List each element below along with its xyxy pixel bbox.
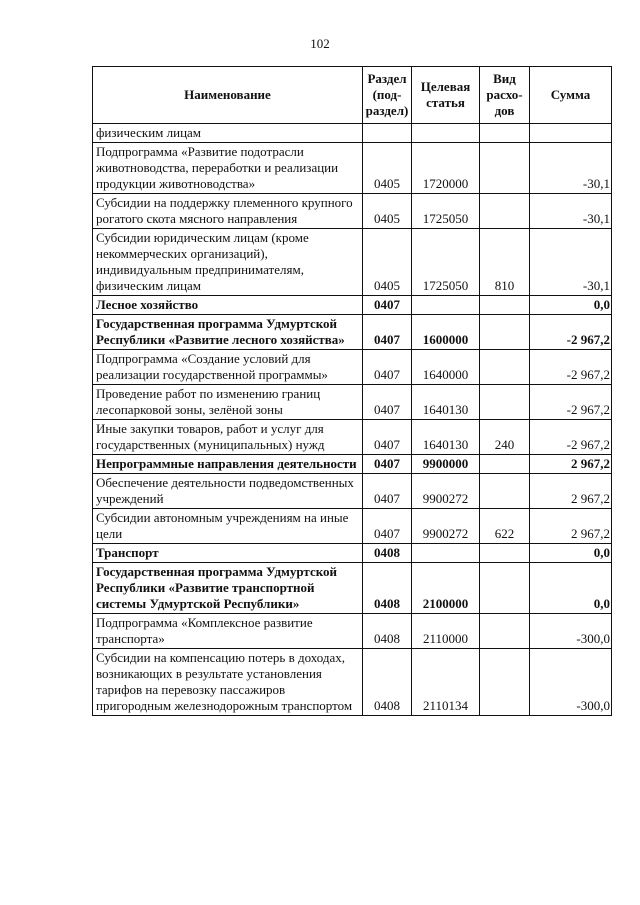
row-section: 0407	[363, 315, 412, 350]
row-section: 0407	[363, 350, 412, 385]
row-target: 1725050	[412, 229, 480, 296]
row-kind	[480, 544, 530, 563]
row-target: 1640130	[412, 420, 480, 455]
table-row	[93, 509, 612, 544]
row-name: физическим лицам	[93, 124, 363, 143]
row-name: Транспорт	[93, 544, 363, 563]
row-target	[412, 296, 480, 315]
budget-table-body	[93, 124, 612, 716]
row-name: Непрограммные направления деятельности	[93, 455, 363, 474]
row-target: 2100000	[412, 563, 480, 614]
header-target: Целевая статья	[412, 67, 480, 124]
header-name: Наименование	[93, 67, 363, 124]
table-row	[93, 455, 612, 474]
table-row	[93, 296, 612, 315]
row-sum: -2 967,2	[530, 350, 612, 385]
table-row	[93, 350, 612, 385]
table-row	[93, 614, 612, 649]
row-sum: 2 967,2	[530, 455, 612, 474]
row-sum	[530, 124, 612, 143]
row-section: 0408	[363, 563, 412, 614]
row-name: Субсидии на поддержку племенного крупного рогатого скота мясного направления	[93, 194, 363, 229]
row-section	[363, 124, 412, 143]
row-kind	[480, 649, 530, 716]
row-target: 1600000	[412, 315, 480, 350]
row-name: Подпрограмма «Развитие подотрасли животноводства, переработки и реализации продукции животноводства»	[93, 143, 363, 194]
row-kind: 240	[480, 420, 530, 455]
row-name: Проведение работ по изменению границ лесопарковой зоны, зелёной зоны	[93, 385, 363, 420]
row-name: Субсидии на компенсацию потерь в доходах, возникающих в результате установления тарифов на перевозку пассажиров пригородным железнодорожным транспортом	[93, 649, 363, 716]
row-kind	[480, 350, 530, 385]
page-number: 102	[310, 36, 330, 51]
row-name: Государственная программа Удмуртской Республики «Развитие лесного хозяйства»	[93, 315, 363, 350]
row-sum: 0,0	[530, 544, 612, 563]
row-name: Государственная программа Удмуртской Республики «Развитие транспортной системы Удмуртской Республики»	[93, 563, 363, 614]
table-row	[93, 194, 612, 229]
row-kind	[480, 124, 530, 143]
row-kind	[480, 455, 530, 474]
row-sum: -300,0	[530, 649, 612, 716]
row-target: 9900272	[412, 474, 480, 509]
row-kind	[480, 315, 530, 350]
row-kind	[480, 614, 530, 649]
table-row	[93, 143, 612, 194]
row-target: 2110134	[412, 649, 480, 716]
row-name: Подпрограмма «Комплексное развитие транспорта»	[93, 614, 363, 649]
row-sum: -30,1	[530, 143, 612, 194]
header-sum: Сумма	[530, 67, 612, 124]
row-section: 0407	[363, 455, 412, 474]
row-target: 9900000	[412, 455, 480, 474]
row-sum: -30,1	[530, 229, 612, 296]
table-row	[93, 385, 612, 420]
table-row	[93, 474, 612, 509]
row-sum: -30,1	[530, 194, 612, 229]
row-target: 1640000	[412, 350, 480, 385]
table-row	[93, 229, 612, 296]
row-kind	[480, 194, 530, 229]
row-section: 0407	[363, 385, 412, 420]
table-row	[93, 649, 612, 716]
row-sum: 2 967,2	[530, 509, 612, 544]
budget-table	[92, 66, 612, 716]
row-sum: -2 967,2	[530, 385, 612, 420]
row-section: 0405	[363, 143, 412, 194]
row-target: 1720000	[412, 143, 480, 194]
row-kind	[480, 474, 530, 509]
row-name: Иные закупки товаров, работ и услуг для государственных (муниципальных) нужд	[93, 420, 363, 455]
row-sum: -2 967,2	[530, 315, 612, 350]
table-row	[93, 124, 612, 143]
row-name: Подпрограмма «Создание условий для реализации государственной программы»	[93, 350, 363, 385]
row-section: 0405	[363, 194, 412, 229]
row-target	[412, 124, 480, 143]
row-target: 9900272	[412, 509, 480, 544]
row-section: 0407	[363, 420, 412, 455]
table-header-row	[93, 67, 612, 124]
row-sum: 0,0	[530, 296, 612, 315]
row-sum: 2 967,2	[530, 474, 612, 509]
row-section: 0407	[363, 296, 412, 315]
table-row	[93, 544, 612, 563]
row-section: 0408	[363, 614, 412, 649]
row-target: 2110000	[412, 614, 480, 649]
row-name: Обеспечение деятельности подведомственных учреждений	[93, 474, 363, 509]
row-section: 0407	[363, 509, 412, 544]
row-kind: 622	[480, 509, 530, 544]
table-row	[93, 420, 612, 455]
table-row	[93, 315, 612, 350]
table-row	[93, 563, 612, 614]
row-target: 1725050	[412, 194, 480, 229]
row-kind	[480, 563, 530, 614]
row-target	[412, 544, 480, 563]
row-sum: 0,0	[530, 563, 612, 614]
header-section: Раздел (под-раздел)	[363, 67, 412, 124]
row-sum: -2 967,2	[530, 420, 612, 455]
row-kind	[480, 143, 530, 194]
row-target: 1640130	[412, 385, 480, 420]
row-kind	[480, 296, 530, 315]
row-kind: 810	[480, 229, 530, 296]
row-sum: -300,0	[530, 614, 612, 649]
row-section: 0407	[363, 474, 412, 509]
row-section: 0408	[363, 544, 412, 563]
row-kind	[480, 385, 530, 420]
row-name: Субсидии автономным учреждениям на иные цели	[93, 509, 363, 544]
row-name: Лесное хозяйство	[93, 296, 363, 315]
row-name: Субсидии юридическим лицам (кроме некоммерческих организаций), индивидуальным предпринимателям, физическим лицам	[93, 229, 363, 296]
header-kind: Вид расхо-дов	[480, 67, 530, 124]
row-section: 0405	[363, 229, 412, 296]
row-section: 0408	[363, 649, 412, 716]
